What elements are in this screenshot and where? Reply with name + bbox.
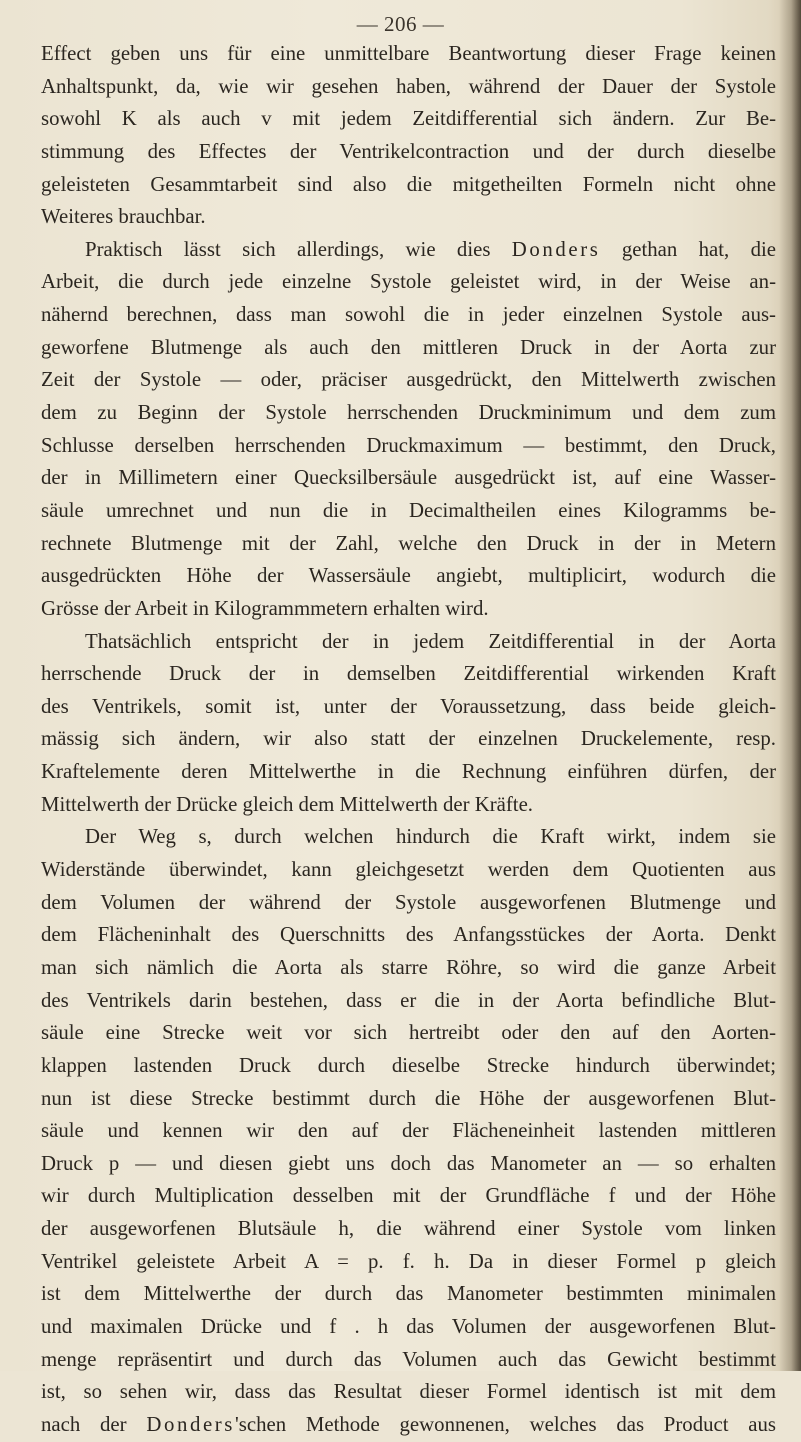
text-line: dem zu Beginn der Systole herrschenden Druckminimum und dem zum xyxy=(41,401,776,425)
text-line: säule umrechnet und nun die in Decimaltheilen eines Kilogramms be- xyxy=(41,498,776,522)
text-line: geleisteten Gesammtarbeit sind also die mitgetheilten Formeln nicht ohne xyxy=(41,172,776,196)
text-line: Grösse der Arbeit in Kilogrammmetern erhalten wird. xyxy=(41,596,489,620)
text-line: geworfene Blutmenge als auch den mittleren Druck in der Aorta zur xyxy=(41,335,776,359)
text-line: menge repräsentirt und durch das Volumen auch das Gewicht bestimmt xyxy=(41,1347,776,1371)
text-line: Schlusse derselben herrschenden Druckmaximum — bestimmt, den Druck, xyxy=(41,433,776,457)
text-line: mässig sich ändern, wir also statt der einzelnen Druckelemente, resp. xyxy=(41,727,776,751)
text-line: wir durch Multiplication desselben mit der Grundfläche f und der Höhe xyxy=(41,1184,776,1208)
text-line: ist, so sehen wir, dass das Resultat dieser Formel identisch ist mit dem xyxy=(41,1380,776,1404)
spaced-author-name: Donders xyxy=(511,237,601,261)
paragraph-start-line: Thatsächlich entspricht der in jedem Zeitdifferential in der Aorta xyxy=(85,629,776,653)
text-line: Zeit der Systole — oder, präciser ausgedrückt, den Mittelwerth zwischen xyxy=(41,368,776,392)
text-line: Anhaltspunkt, da, wie wir gesehen haben, während der Dauer der Systole xyxy=(41,74,776,98)
text-line: sowohl K als auch v mit jedem Zeitdifferential sich ändern. Zur Be- xyxy=(41,107,776,131)
text-line: dem Flächeninhalt des Querschnitts des Anfangsstückes der Aorta. Denkt xyxy=(41,923,776,947)
page-binding-edge xyxy=(779,0,801,1371)
text-line: nähernd berechnen, dass man sowohl die in jeder einzelnen Systole aus- xyxy=(41,303,776,327)
text-line: des Ventrikels, somit ist, unter der Voraussetzung, dass beide gleich- xyxy=(41,694,776,718)
text-line: Druck p — und diesen giebt uns doch das Manometer an — so erhalten xyxy=(41,1151,776,1175)
text-line: Ventrikel geleistete Arbeit A = p. f. h. Da in dieser Formel p gleich xyxy=(41,1249,776,1273)
paragraph-start-line: Praktisch lässt sich allerdings, wie dies Donders gethan hat, die xyxy=(85,237,776,261)
text-line: stimmung des Effectes der Ventrikelcontraction und der durch dieselbe xyxy=(41,139,776,163)
text-line: der in Millimetern einer Quecksilbersäule ausgedrückt ist, auf eine Wasser- xyxy=(41,466,776,490)
text-line: nun ist diese Strecke bestimmt durch die Höhe der ausgeworfenen Blut- xyxy=(41,1086,776,1110)
text-line: säule eine Strecke weit vor sich hertreibt oder den auf den Aorten- xyxy=(41,1021,776,1045)
text-line: Widerstände überwindet, kann gleichgesetzt werden dem Quotienten aus xyxy=(41,858,776,882)
text-line: Weiteres brauchbar. xyxy=(41,205,206,229)
paragraph-start-line: Der Weg s, durch welchen hindurch die Kraft wirkt, indem sie xyxy=(85,825,776,849)
text-line: Effect geben uns für eine unmittelbare Beantwortung dieser Frage keinen xyxy=(41,42,776,65)
text-line: nach der Donders'schen Methode gewonnenen, welches das Product aus xyxy=(41,1412,776,1436)
text-line: dem Volumen der während der Systole ausgeworfenen Blutmenge und xyxy=(41,890,776,914)
text-line: und maximalen Drücke und f . h das Volumen der ausgeworfenen Blut- xyxy=(41,1314,776,1338)
text-line: ist dem Mittelwerthe der durch das Manometer bestimmten minimalen xyxy=(41,1282,776,1306)
text-line: herrschende Druck der in demselben Zeitdifferential wirkenden Kraft xyxy=(41,662,776,686)
body-text xyxy=(41,38,776,1442)
text-line: Mittelwerth der Drücke gleich dem Mittelwerth der Kräfte. xyxy=(41,792,534,816)
text-line: ausgedrückten Höhe der Wassersäule angiebt, multiplicirt, wodurch die xyxy=(41,564,776,588)
text-line: der ausgeworfenen Blutsäule h, die während einer Systole vom linken xyxy=(41,1217,776,1241)
spaced-author-name: Donders xyxy=(146,1412,235,1436)
text-line: klappen lastenden Druck durch dieselbe Strecke hindurch überwindet; xyxy=(41,1053,776,1077)
text-line: rechnete Blutmenge mit der Zahl, welche den Druck in der in Metern xyxy=(41,531,776,555)
text-line: man sich nämlich die Aorta als starre Röhre, so wird die ganze Arbeit xyxy=(41,955,776,979)
text-line: Kraftelemente deren Mittelwerthe in die Rechnung einführen dürfen, der xyxy=(41,760,776,784)
page-number: — 206 — xyxy=(356,12,445,36)
text-line: Arbeit, die durch jede einzelne Systole geleistet wird, in der Weise an- xyxy=(41,270,776,294)
text-line: säule und kennen wir den auf der Flächeneinheit lastenden mittleren xyxy=(41,1119,776,1143)
text-line: des Ventrikels darin bestehen, dass er die in der Aorta befindliche Blut- xyxy=(41,988,776,1012)
